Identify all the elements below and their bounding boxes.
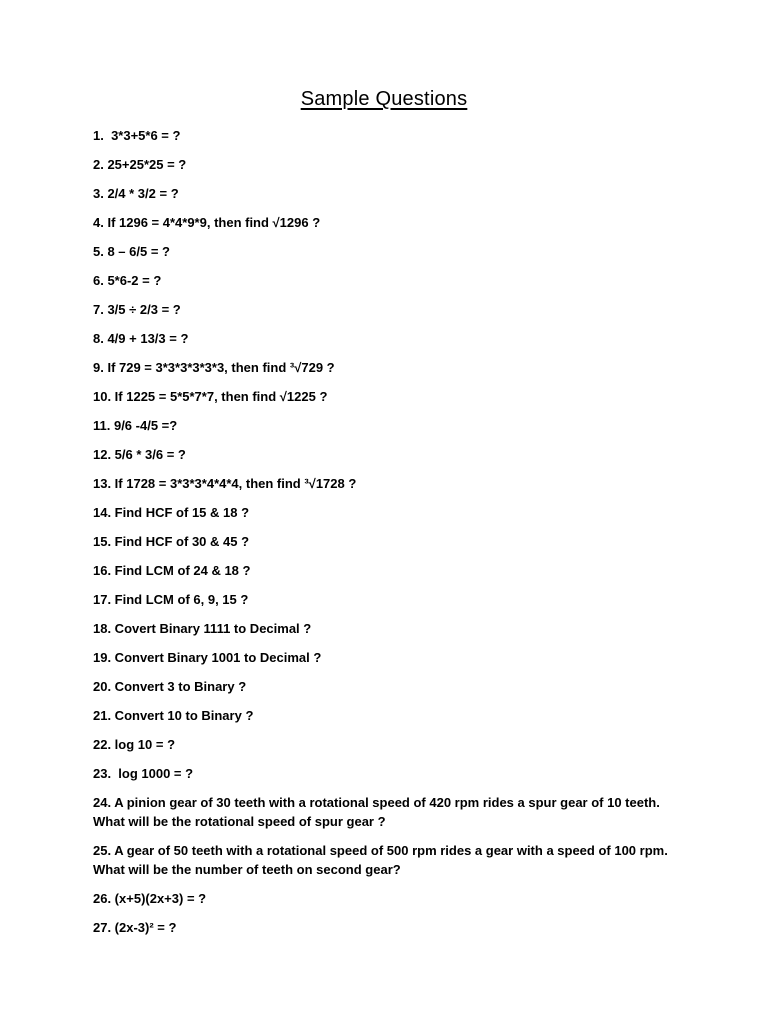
question-9: 9. If 729 = 3*3*3*3*3*3, then find ³√729 ? <box>93 360 335 375</box>
question-22: 22. log 10 = ? <box>93 737 176 752</box>
page-title: Sample Questions <box>300 88 468 110</box>
question-25: 25. A gear of 50 teeth with a rotational speed of 500 rpm rides a gear with a speed of 100 rpm. What will be the number of teeth on second gear? <box>93 843 672 877</box>
question-11: 11. 9/6 -4/5 =? <box>93 418 178 433</box>
question-21: 21. Convert 10 to Binary ? <box>93 708 254 723</box>
question-18: 18. Covert Binary 1111 to Decimal ? <box>93 621 312 636</box>
question-1: 1. 3*3+5*6 = ? <box>93 128 181 143</box>
question-2: 2. 25+25*25 = ? <box>93 157 187 172</box>
question-16: 16. Find LCM of 24 & 18 ? <box>93 563 251 578</box>
question-20: 20. Convert 3 to Binary ? <box>93 679 247 694</box>
question-24: 24. A pinion gear of 30 teeth with a rotational speed of 420 rpm rides a spur gear of 10 teeth. What will be the rotational speed of spur gear ? <box>93 795 664 829</box>
question-7: 7. 3/5 ÷ 2/3 = ? <box>93 302 181 317</box>
question-14: 14. Find HCF of 15 & 18 ? <box>93 505 250 520</box>
question-10: 10. If 1225 = 5*5*7*7, then find √1225 ? <box>93 389 328 404</box>
question-26: 26. (x+5)(2x+3) = ? <box>93 891 207 906</box>
question-4: 4. If 1296 = 4*4*9*9, then find √1296 ? <box>93 215 321 230</box>
question-8: 8. 4/9 + 13/3 = ? <box>93 331 189 346</box>
question-23: 23. log 1000 = ? <box>93 766 194 781</box>
question-17: 17. Find LCM of 6, 9, 15 ? <box>93 592 249 607</box>
question-19: 19. Convert Binary 1001 to Decimal ? <box>93 650 322 665</box>
question-15: 15. Find HCF of 30 & 45 ? <box>93 534 250 549</box>
question-27: 27. (2x-3)² = ? <box>93 920 177 935</box>
question-3: 3. 2/4 * 3/2 = ? <box>93 186 179 201</box>
question-6: 6. 5*6-2 = ? <box>93 273 162 288</box>
question-5: 5. 8 – 6/5 = ? <box>93 244 170 259</box>
question-12: 12. 5/6 * 3/6 = ? <box>93 447 186 462</box>
question-13: 13. If 1728 = 3*3*3*4*4*4, then find ³√1728 ? <box>93 476 357 491</box>
